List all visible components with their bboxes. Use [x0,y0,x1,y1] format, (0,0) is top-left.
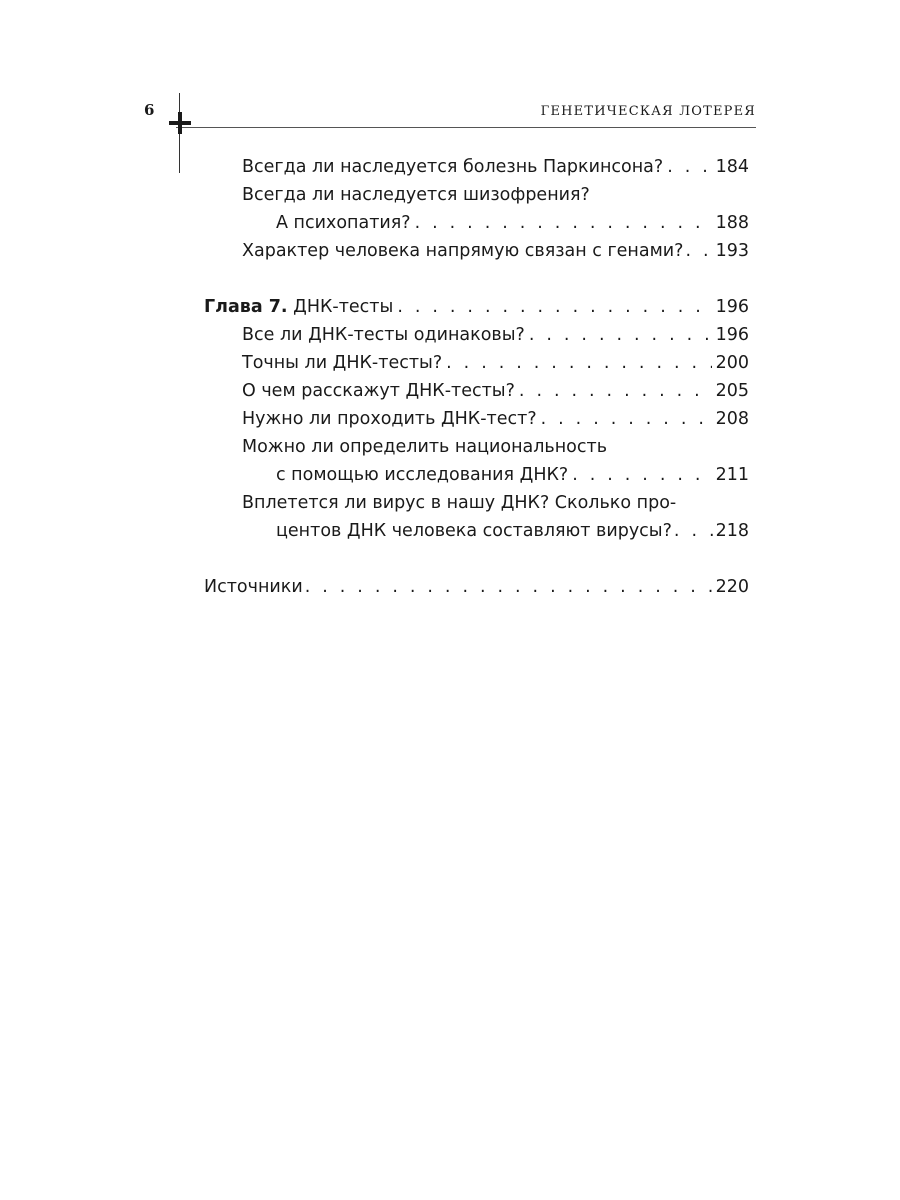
toc-page-number: 211 [715,465,749,485]
header-rule [176,127,756,128]
toc-entry-dna-test-needed [242,405,749,433]
toc-leader-dots [541,405,712,433]
toc-entry-dna-tests-tell [242,377,749,405]
toc-entry-title: Характер человека напрямую связан с генами? [242,241,684,261]
toc-leader-dots [572,461,711,489]
toc-entry-virus-line1: Вплетется ли вирус в нашу ДНК? Сколько про- [242,493,677,513]
toc-entry-parkinson [242,153,749,181]
toc-entry-schizophrenia [276,209,749,237]
toc-leader-dots [685,237,713,265]
toc-leader-dots [529,321,712,349]
crop-mark-plus-icon [169,112,191,134]
toc-page-number: 220 [715,577,749,597]
toc-leader-dots [446,349,711,377]
toc-page-number: 205 [715,381,749,401]
toc-leader-dots [305,573,714,601]
toc-page-number: 208 [715,409,749,429]
toc-entry-nationality [276,461,749,489]
toc-page-number: 196 [715,297,749,317]
toc-chapter-7 [204,293,749,321]
page-number: 6 [144,101,155,119]
toc-page-number: 200 [715,353,749,373]
toc-entry-title: Точны ли ДНК-тесты? [242,353,443,373]
toc-entry-title: с помощью исследования ДНК? [276,465,569,485]
toc-page-number: 196 [715,325,749,345]
toc-entry-dna-tests-accurate [242,349,749,377]
toc-entry-title: Всегда ли наследуется болезнь Паркинсона? [242,157,664,177]
toc-entry-virus [276,517,749,545]
toc-entry-nationality-line1: Можно ли определить национальность [242,437,608,457]
toc-entry-character [242,237,749,265]
toc-entry-title: О чем расскажут ДНК-тесты? [242,381,515,401]
chapter-title: ДНК-тесты [293,297,394,317]
toc-leader-dots [667,153,711,181]
toc-leader-dots [674,517,714,545]
toc-entry-dna-tests-same [242,321,749,349]
toc-entry-schizophrenia-line1: Всегда ли наследуется шизофрения? [242,185,590,205]
toc-page-number: 188 [715,213,749,233]
toc-page-number: 184 [715,157,749,177]
toc-page-number: 193 [715,241,749,261]
chapter-label: Глава 7. [204,297,288,317]
toc-leader-dots [397,293,711,321]
toc-leader-dots [519,377,712,405]
toc-entry-title: Все ли ДНК-тесты одинаковы? [242,325,525,345]
toc-entry-title: Нужно ли проходить ДНК-тест? [242,409,537,429]
toc-page-number: 218 [715,521,749,541]
toc-sources [204,573,749,601]
toc-leader-dots [415,209,712,237]
running-title: ГЕНЕТИЧЕСКАЯ ЛОТЕРЕЯ [540,104,756,119]
toc-entry-title: А психопатия? [276,213,411,233]
toc-entry-title: Источники [204,577,303,597]
toc-entry-title: центов ДНК человека составляют вирусы? [276,521,672,541]
